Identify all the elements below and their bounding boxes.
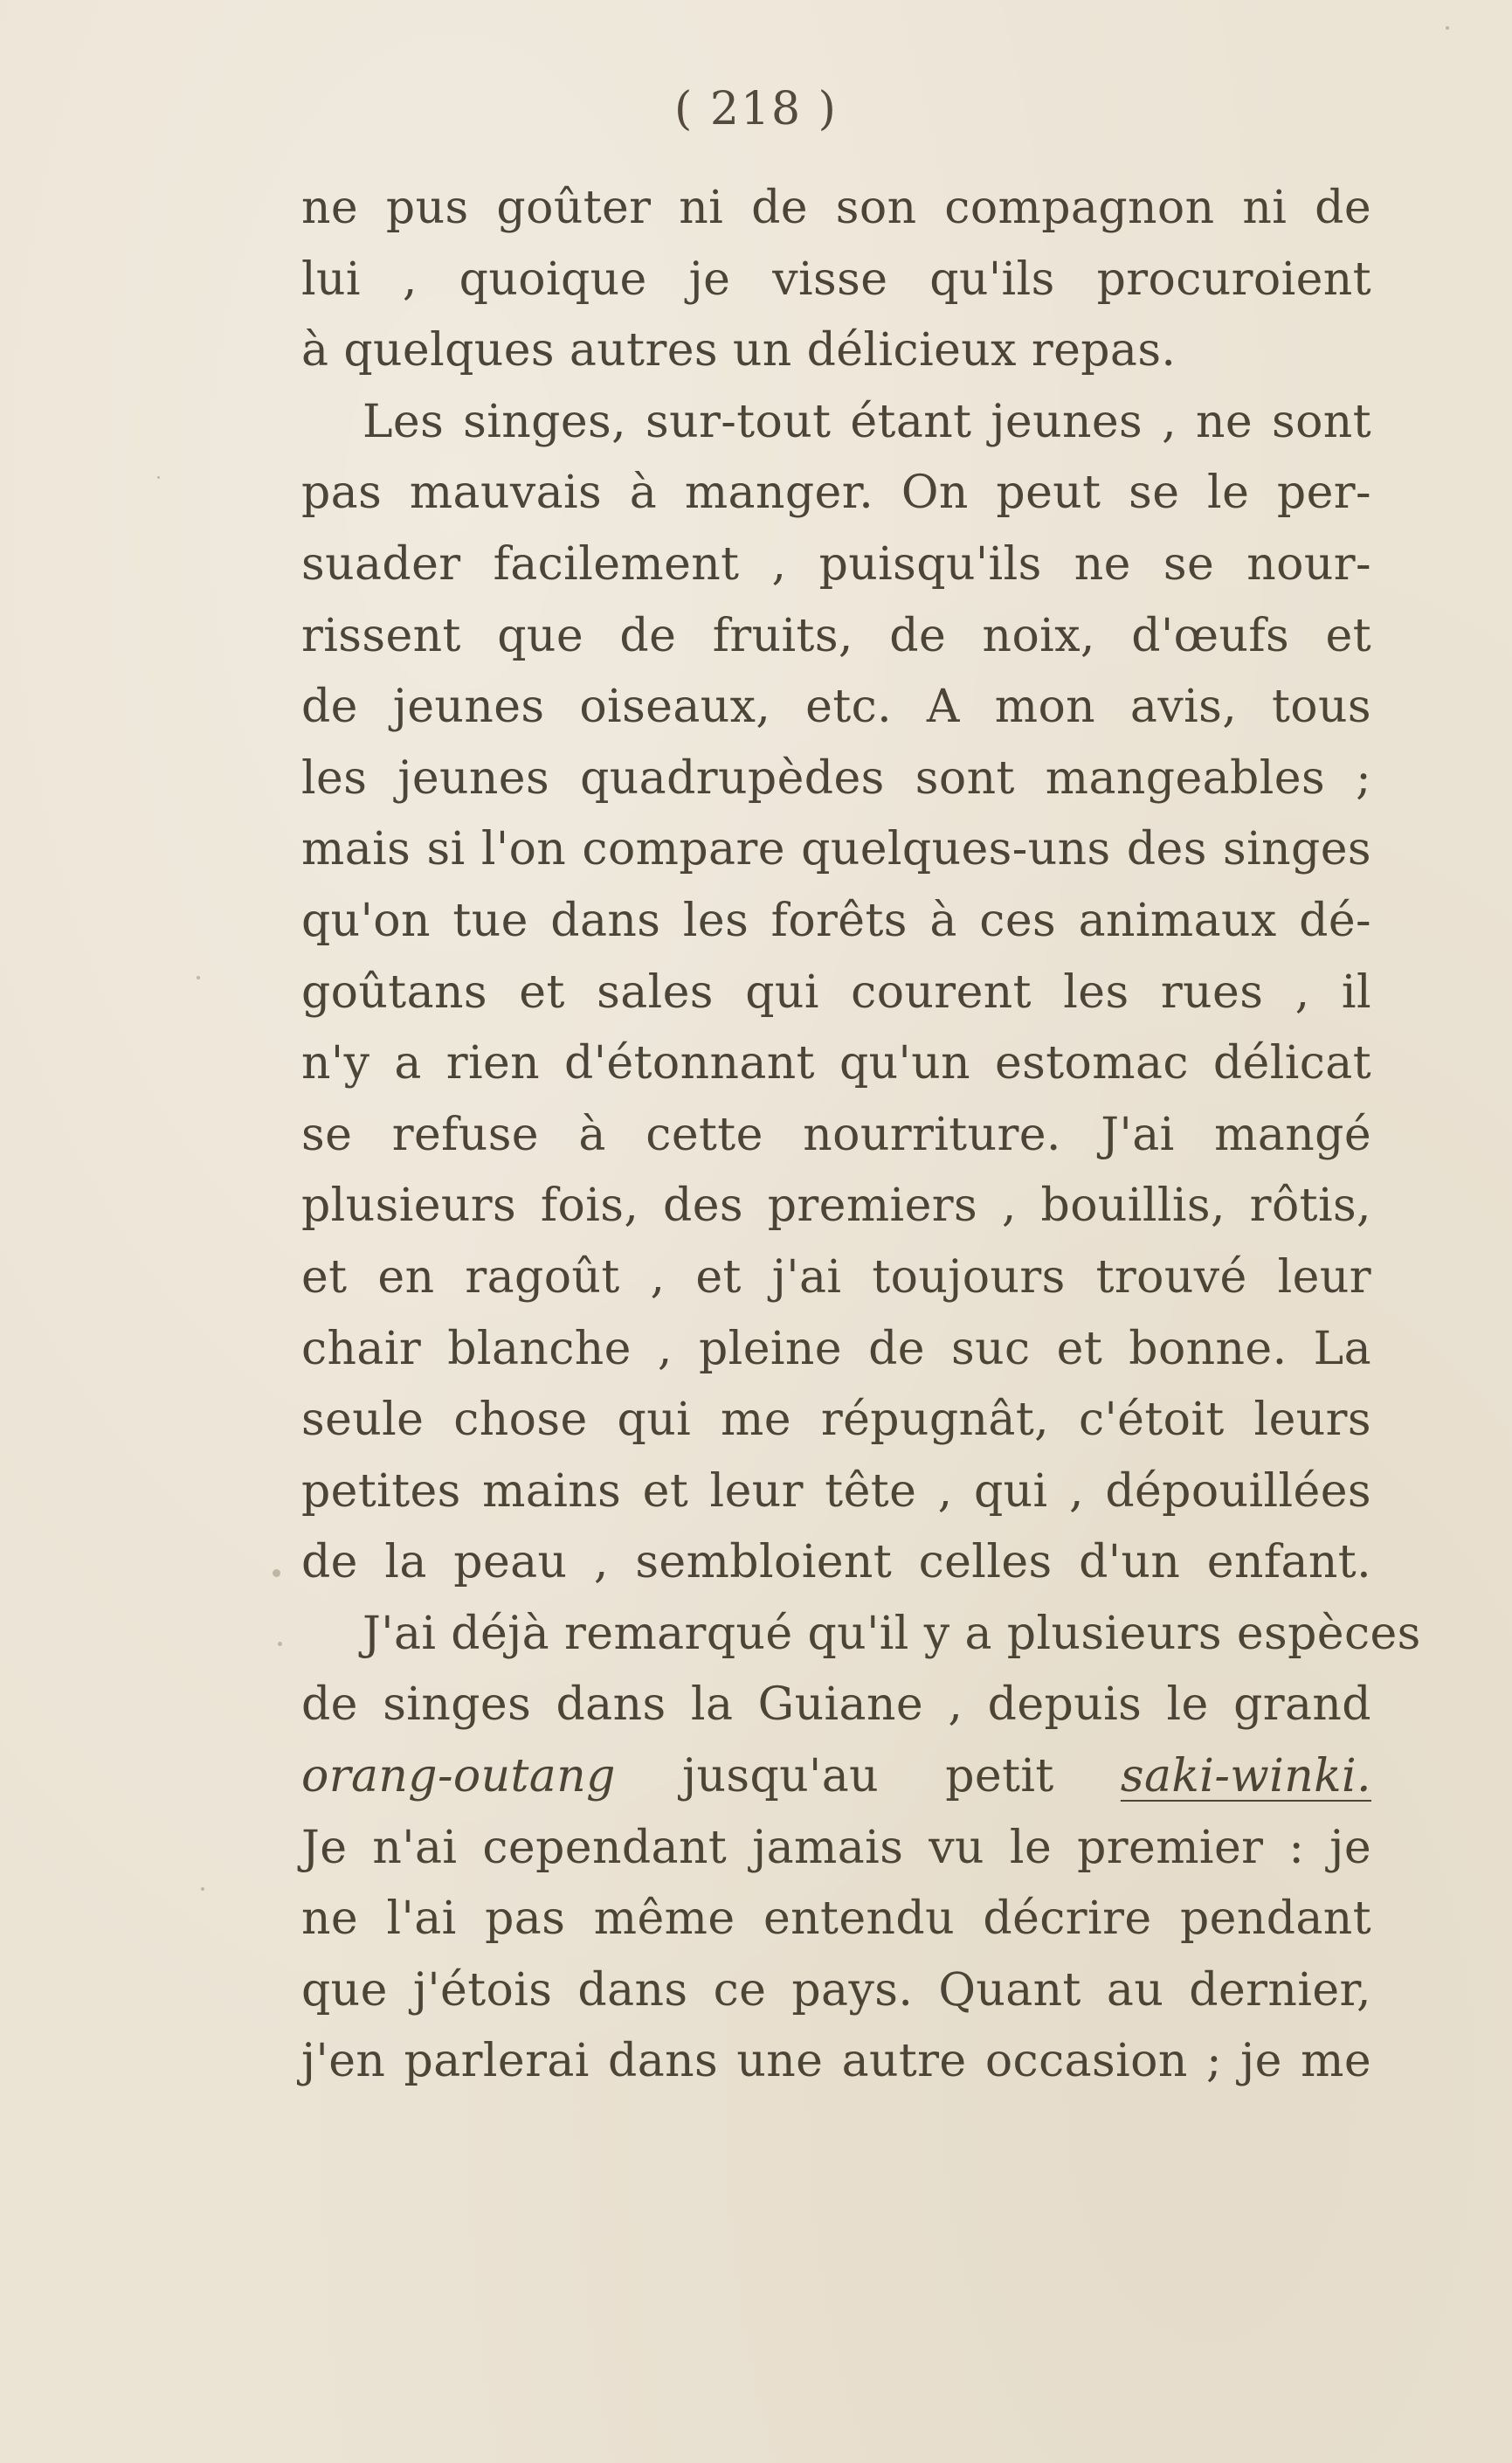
page-number: ( 218 ) <box>674 83 838 135</box>
italic-term-saki-winki: saki-winki. <box>1120 1750 1371 1803</box>
text-line: plusieurs fois, des premiers , bouillis, rôtis, <box>301 1180 1371 1233</box>
text-line: se refuse à cette nourriture. J'ai mangé <box>301 1108 1371 1161</box>
text-line: goûtans et sales qui courent les rues , il <box>301 965 1371 1019</box>
text-line: Je n'ai cependant jamais vu le premier : je <box>301 1821 1371 1874</box>
text-line: les jeunes quadrupèdes sont mangeables ; <box>301 751 1371 805</box>
scan-speck <box>278 1642 282 1646</box>
text-line: ne l'ai pas même entendu décrire pendant <box>301 1892 1371 1946</box>
text-line: pas mauvais à manger. On peut se le per- <box>301 467 1371 520</box>
text-line: qu'on tue dans les forêts à ces animaux dé- <box>301 894 1371 947</box>
scan-speck <box>197 976 200 979</box>
text-line: n'y a rien d'étonnant qu'un estomac délicat <box>301 1037 1371 1090</box>
text-line: que j'étois dans ce pays. Quant au dernier, <box>301 1963 1371 2017</box>
scan-speck <box>1446 26 1449 30</box>
text-line: suader facilement , puisqu'ils ne se nour- <box>301 537 1371 591</box>
text-line: J'ai déjà remarqué qu'il y a plusieurs espèces <box>362 1607 1421 1660</box>
text-line: et en ragoût , et j'ai toujours trouvé leur <box>301 1250 1371 1304</box>
line-middle: jusqu'au petit <box>615 1750 1121 1803</box>
text-line: j'en parlerai dans une autre occasion ; je me <box>301 2035 1371 2088</box>
text-line: à quelques autres un délicieux repas. <box>301 324 1177 377</box>
text-line: petites mains et leur tête , qui , dépouillées <box>301 1464 1371 1518</box>
text-line: de la peau , sembloient celles d'un enfant. <box>301 1536 1371 1589</box>
text-line: de jeunes oiseaux, etc. A mon avis, tous <box>301 681 1371 734</box>
text-line: Les singes, sur-tout étant jeunes , ne sont <box>362 395 1371 448</box>
text-line: lui , quoique je visse qu'ils procuroient <box>301 253 1371 306</box>
scan-speck <box>273 1569 280 1577</box>
scan-speck <box>157 476 160 479</box>
text-line: seule chose qui me répugnât, c'étoit leurs <box>301 1394 1371 1447</box>
body-text <box>301 173 1421 2098</box>
italic-term-orang-outang: orang-outang <box>301 1750 616 1803</box>
text-line: ne pus goûter ni de son compagnon ni de <box>301 182 1371 234</box>
text-line-italic-names <box>301 1741 1371 1813</box>
text-line: de singes dans la Guiane , depuis le grand <box>301 1678 1371 1732</box>
scan-speck <box>201 1887 204 1891</box>
text-line: mais si l'on compare quelques-uns des singes <box>301 823 1371 876</box>
text-line: rissent que de fruits, de noix, d'œufs et <box>301 609 1371 662</box>
text-line: chair blanche , pleine de suc et bonne. La <box>301 1322 1371 1375</box>
